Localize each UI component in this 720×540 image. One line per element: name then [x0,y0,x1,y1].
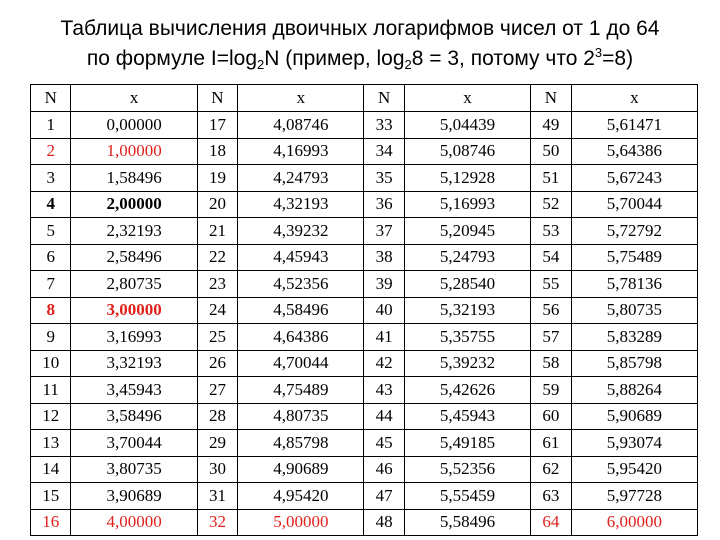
cell-x: 5,39232 [404,350,530,377]
title-formula-part-3: 8 = 3, потому что 2 [411,47,595,70]
cell-x: 5,49185 [404,430,530,457]
cell-n: 15 [31,483,71,510]
column-header-x: x [71,85,197,112]
title-formula-part-4: =8) [602,47,634,70]
title-formula-part-1: по формуле I=log [86,47,258,70]
column-header-x: x [404,85,530,112]
cell-x: 5,75489 [571,244,697,271]
cell-n: 36 [364,191,404,218]
cell-x: 2,32193 [71,218,197,245]
cell-n: 14 [31,456,71,483]
cell-n: 19 [197,165,237,192]
cell-x: 5,35755 [404,324,530,351]
cell-x: 4,70044 [238,350,364,377]
table-row [31,165,698,192]
table-row [31,456,698,483]
cell-x: 5,64386 [571,138,697,165]
cell-x: 5,83289 [571,324,697,351]
cell-x: 5,80735 [571,297,697,324]
cell-n: 43 [364,377,404,404]
cell-x: 5,58496 [404,509,530,536]
cell-n: 13 [31,430,71,457]
cell-x: 4,00000 [71,509,197,536]
cell-n: 6 [31,244,71,271]
cell-n: 47 [364,483,404,510]
cell-n: 44 [364,403,404,430]
table-row [31,271,698,298]
cell-n: 3 [31,165,71,192]
cell-x: 5,88264 [571,377,697,404]
table-row [31,191,698,218]
cell-n: 12 [31,403,71,430]
cell-x: 5,08746 [404,138,530,165]
cell-n: 52 [531,191,571,218]
cell-n: 57 [531,324,571,351]
cell-n: 33 [364,112,404,139]
table-row [31,403,698,430]
table-row [31,430,698,457]
cell-n: 56 [531,297,571,324]
cell-n: 7 [31,271,71,298]
column-header-x: x [238,85,364,112]
cell-n: 2 [31,138,71,165]
cell-n: 23 [197,271,237,298]
cell-x: 5,32193 [404,297,530,324]
table-header-row [31,85,698,112]
title-superscript: 3 [594,45,603,60]
cell-x: 5,61471 [571,112,697,139]
cell-x: 4,32193 [238,191,364,218]
cell-n: 31 [197,483,237,510]
table-row [31,483,698,510]
cell-n: 39 [364,271,404,298]
column-header-n: N [364,85,404,112]
cell-n: 61 [531,430,571,457]
cell-x: 5,28540 [404,271,530,298]
cell-x: 2,58496 [71,244,197,271]
cell-x: 5,67243 [571,165,697,192]
cell-n: 60 [531,403,571,430]
title-line-2 [0,44,720,74]
cell-n: 8 [31,297,71,324]
cell-x: 4,52356 [238,271,364,298]
cell-x: 5,20945 [404,218,530,245]
cell-n: 9 [31,324,71,351]
cell-x: 5,85798 [571,350,697,377]
cell-n: 28 [197,403,237,430]
cell-x: 3,00000 [71,297,197,324]
column-header-x: x [571,85,697,112]
cell-n: 32 [197,509,237,536]
cell-x: 4,39232 [238,218,364,245]
table-row [31,297,698,324]
cell-n: 59 [531,377,571,404]
cell-x: 5,24793 [404,244,530,271]
cell-x: 4,16993 [238,138,364,165]
title-line-1: Таблица вычисления двоичных логарифмов чисел от 1 до 64 [60,17,660,40]
cell-x: 5,72792 [571,218,697,245]
cell-x: 2,80735 [71,271,197,298]
table-row [31,138,698,165]
cell-n: 20 [197,191,237,218]
page-title [0,14,720,74]
cell-x: 5,97728 [571,483,697,510]
cell-x: 3,45943 [71,377,197,404]
cell-x: 3,58496 [71,403,197,430]
table-row [31,244,698,271]
cell-n: 58 [531,350,571,377]
cell-n: 18 [197,138,237,165]
cell-x: 3,16993 [71,324,197,351]
cell-x: 1,58496 [71,165,197,192]
cell-n: 64 [531,509,571,536]
cell-n: 49 [531,112,571,139]
cell-x: 2,00000 [71,191,197,218]
table-row [31,509,698,536]
cell-n: 55 [531,271,571,298]
cell-n: 62 [531,456,571,483]
cell-x: 5,04439 [404,112,530,139]
cell-n: 46 [364,456,404,483]
cell-x: 3,90689 [71,483,197,510]
cell-n: 48 [364,509,404,536]
cell-n: 37 [364,218,404,245]
table-row [31,350,698,377]
cell-x: 5,95420 [571,456,697,483]
cell-x: 3,70044 [71,430,197,457]
cell-n: 50 [531,138,571,165]
column-header-n: N [197,85,237,112]
cell-x: 0,00000 [71,112,197,139]
cell-x: 5,78136 [571,271,697,298]
cell-n: 34 [364,138,404,165]
cell-n: 53 [531,218,571,245]
cell-n: 10 [31,350,71,377]
cell-x: 5,12928 [404,165,530,192]
cell-n: 24 [197,297,237,324]
cell-x: 5,00000 [238,509,364,536]
cell-n: 22 [197,244,237,271]
cell-n: 1 [31,112,71,139]
cell-x: 5,45943 [404,403,530,430]
column-header-n: N [31,85,71,112]
cell-x: 5,42626 [404,377,530,404]
cell-n: 41 [364,324,404,351]
cell-x: 1,00000 [71,138,197,165]
cell-n: 11 [31,377,71,404]
cell-n: 40 [364,297,404,324]
cell-x: 4,80735 [238,403,364,430]
cell-n: 38 [364,244,404,271]
cell-x: 4,45943 [238,244,364,271]
cell-x: 4,95420 [238,483,364,510]
cell-n: 5 [31,218,71,245]
cell-x: 5,16993 [404,191,530,218]
cell-x: 5,90689 [571,403,697,430]
cell-n: 30 [197,456,237,483]
cell-x: 3,32193 [71,350,197,377]
log-table [30,84,698,536]
cell-x: 3,80735 [71,456,197,483]
title-subscript-2: 2 [404,57,412,72]
cell-n: 16 [31,509,71,536]
cell-x: 5,70044 [571,191,697,218]
cell-x: 5,55459 [404,483,530,510]
cell-n: 54 [531,244,571,271]
cell-x: 4,24793 [238,165,364,192]
cell-x: 5,52356 [404,456,530,483]
cell-n: 51 [531,165,571,192]
table-body [31,112,698,536]
cell-n: 25 [197,324,237,351]
cell-x: 5,93074 [571,430,697,457]
cell-n: 45 [364,430,404,457]
column-header-n: N [531,85,571,112]
cell-x: 4,64386 [238,324,364,351]
cell-x: 4,58496 [238,297,364,324]
cell-n: 29 [197,430,237,457]
title-subscript-1: 2 [257,57,265,72]
cell-n: 63 [531,483,571,510]
cell-n: 27 [197,377,237,404]
cell-n: 42 [364,350,404,377]
table-row [31,377,698,404]
table-row [31,218,698,245]
cell-n: 26 [197,350,237,377]
cell-n: 17 [197,112,237,139]
cell-n: 35 [364,165,404,192]
cell-x: 6,00000 [571,509,697,536]
cell-x: 4,85798 [238,430,364,457]
cell-n: 21 [197,218,237,245]
table-row [31,324,698,351]
cell-n: 4 [31,191,71,218]
cell-x: 4,08746 [238,112,364,139]
cell-x: 4,75489 [238,377,364,404]
title-formula-part-2: N (пример, log [264,47,405,70]
table-row [31,112,698,139]
cell-x: 4,90689 [238,456,364,483]
